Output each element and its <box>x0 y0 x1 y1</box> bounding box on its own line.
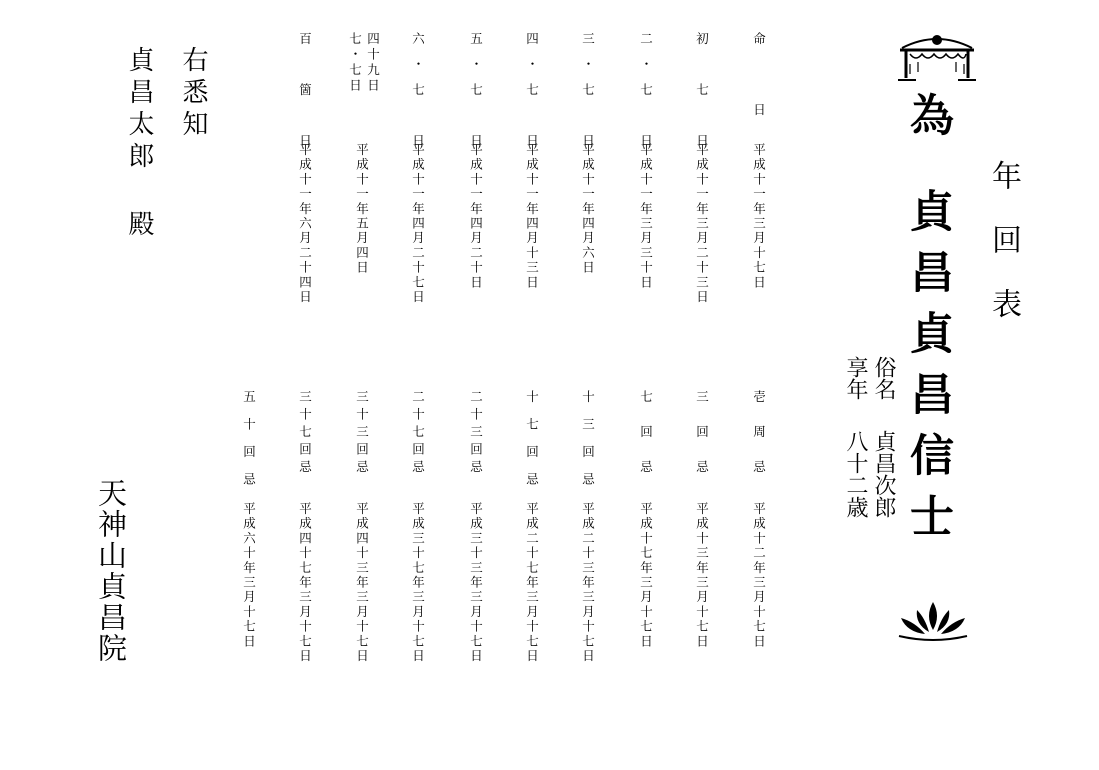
memorial-day-label: 初 七 日 <box>694 32 710 160</box>
memorial-year-date: 平成二十七年三月十七日 <box>524 502 540 664</box>
memorial-day-date: 平成十一年四月六日 <box>580 143 596 276</box>
memorial-year-date: 平成二十三年三月十七日 <box>580 502 596 664</box>
temple-name: 天神山貞昌院 <box>94 478 128 664</box>
memorial-year-label: 三十七回忌 <box>297 390 313 478</box>
memorial-year-date: 平成四十七年三月十七日 <box>297 502 313 664</box>
memorial-day-label: 百 箇 日 <box>297 32 313 160</box>
memorial-day-date: 平成十一年六月二十四日 <box>297 143 313 305</box>
memorial-day-date: 平成十一年三月二十三日 <box>694 143 710 305</box>
memorial-year-label: 七 回 忌 <box>638 390 654 478</box>
memorial-year-date: 平成三十三年三月十七日 <box>468 502 484 664</box>
memorial-day-label: 四・七 日 <box>524 32 540 160</box>
memorial-year-label: 二十七回忌 <box>410 390 426 478</box>
memorial-day-label: 四十九日 <box>365 32 381 94</box>
memorial-day-date: 平成十一年五月四日 <box>354 143 370 276</box>
posthumous-name: 貞昌貞昌信士 <box>902 188 953 554</box>
memorial-day-date: 平成十一年四月二十日 <box>468 143 484 290</box>
memorial-year-date: 平成三十七年三月十七日 <box>410 502 426 664</box>
title-prefix: 為 <box>902 92 953 153</box>
memorial-year-label: 十三回忌 <box>580 390 596 500</box>
canopy-ornament-icon <box>896 30 978 84</box>
memorial-day-date: 平成十一年四月十三日 <box>524 143 540 290</box>
lotus-ornament-icon <box>895 596 971 642</box>
title-year: 年回表 <box>986 160 1021 352</box>
memorial-day-label: 七・七日 <box>347 32 363 94</box>
memorial-year-date: 平成四十三年三月十七日 <box>354 502 370 664</box>
age: 八十二歳 <box>843 430 868 518</box>
memorial-year-label: 三 回 忌 <box>694 390 710 478</box>
memorial-year-label: 五十回忌 <box>241 390 257 500</box>
memorial-day-date: 平成十一年三月三十日 <box>638 143 654 290</box>
memorial-year-label: 三十三回忌 <box>354 390 370 478</box>
memorial-year-date: 平成十七年三月十七日 <box>638 502 654 649</box>
memorial-day-label: 三・七 日 <box>580 32 596 160</box>
memorial-day-label: 命 日 <box>751 32 767 139</box>
recipient-name: 貞昌太郎 殿 <box>124 46 154 242</box>
memorial-year-date: 平成十二年三月十七日 <box>751 502 767 649</box>
memorial-day-date: 平成十一年四月二十七日 <box>410 143 426 305</box>
memorial-day-label: 六・七 日 <box>410 32 426 160</box>
memorial-day-label: 二・七 日 <box>638 32 654 160</box>
memorial-year-label: 壱 周 忌 <box>751 390 767 478</box>
secular-name: 貞昌次郎 <box>871 430 896 518</box>
memorial-day-label: 五・七 日 <box>468 32 484 160</box>
memorial-day-date: 平成十一年三月十七日 <box>751 143 767 290</box>
memorial-year-label: 二十三回忌 <box>468 390 484 478</box>
memorial-year-date: 平成六十年三月十七日 <box>241 502 257 649</box>
memorial-year-label: 十七回忌 <box>524 390 540 500</box>
age-label: 享年 <box>843 356 868 400</box>
secular-name-label: 俗名 <box>871 356 896 400</box>
notice-text: 右悉知 <box>178 46 208 142</box>
memorial-year-date: 平成十三年三月十七日 <box>694 502 710 649</box>
